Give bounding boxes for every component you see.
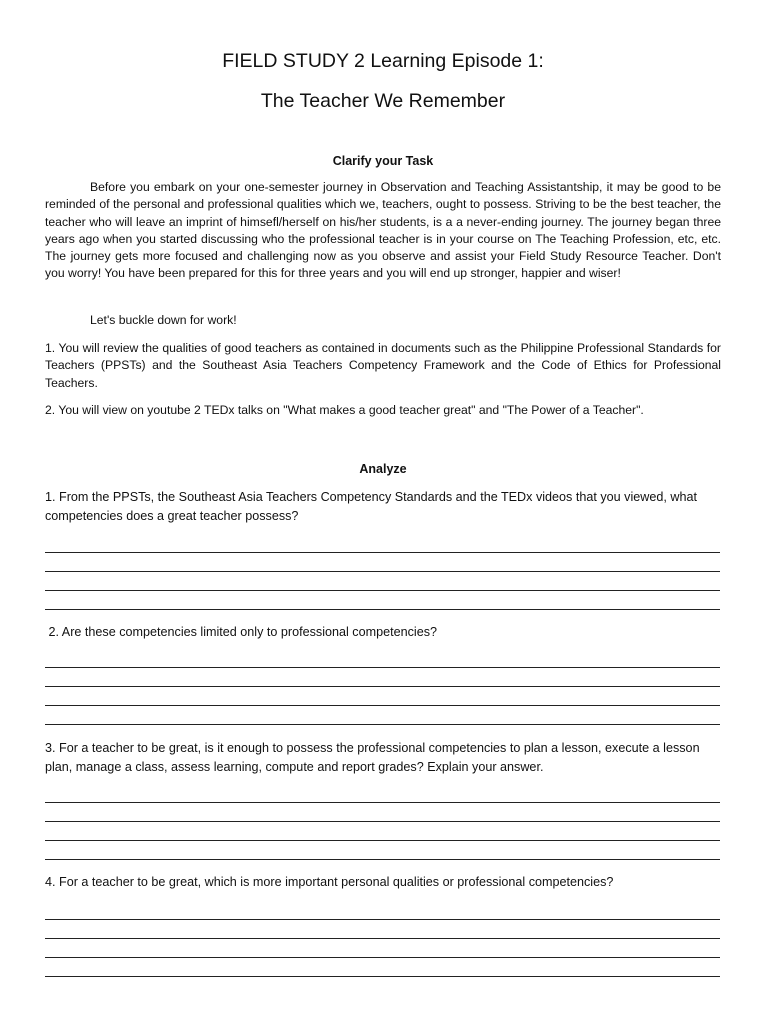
question-1: 1. From the PPSTs, the Southeast Asia Teachers Competency Standards and the TEDx videos that you viewed, what competencies does a great teacher possess? [45, 490, 697, 523]
answer-line[interactable] [45, 667, 720, 668]
answer-line[interactable] [45, 705, 720, 706]
answer-line[interactable] [45, 552, 720, 553]
answer-line[interactable] [45, 686, 720, 687]
answer-line[interactable] [45, 976, 720, 977]
answer-line[interactable] [45, 821, 720, 822]
answer-line[interactable] [45, 957, 720, 958]
question-3: 3. For a teacher to be great, is it enough to possess the professional competencies to plan a lesson, execute a lesson plan, manage a class, assess learning, compute and report grades? Explain your answer. [45, 741, 700, 774]
answer-line[interactable] [45, 938, 720, 939]
answer-line[interactable] [45, 840, 720, 841]
clarify-heading: Clarify your Task [332, 154, 434, 168]
answer-line[interactable] [45, 919, 720, 920]
answer-line[interactable] [45, 590, 720, 591]
intro-paragraph: Before you embark on your one-semester journey in Observation and Teaching Assistantship, it may be good to be reminded of the personal and professional qualities which we, teachers, ought to possess. Striving to be the best teacher, the teacher who will leave an imprint of himsefl/herself on his/her students, is a a never-ending journey. The journey began three years ago when you started discussing who the professional teacher is in your course on The Teaching Profession, etc, etc. The journey gets more focused and challenging now as you observe and assist your Field Study Resource Teacher. Don't you worry! You have been prepared for this for three years and you will end up stronger, happier and wiser! [45, 180, 721, 281]
analyze-heading: Analyze [359, 462, 407, 476]
document-subtitle: The Teacher We Remember [260, 90, 506, 112]
answer-line[interactable] [45, 609, 720, 610]
answer-line[interactable] [45, 859, 720, 860]
question-4: 4. For a teacher to be great, which is more important personal qualities or professional competencies? [45, 875, 614, 889]
task-item: 1. You will review the qualities of good teachers as contained in documents such as the Philippine Professional Standards for Teachers (PPSTs) and the Southeast Asia Teachers Competency Framework and the Code of Ethics for Professional Teachers. [45, 341, 721, 390]
answer-line[interactable] [45, 724, 720, 725]
answer-line[interactable] [45, 802, 720, 803]
answer-line[interactable] [45, 571, 720, 572]
task-item: 2. You will view on youtube 2 TEDx talks on "What makes a good teacher great" and "The Power of a Teacher". [45, 403, 644, 417]
question-2: 2. Are these competencies limited only to professional competencies? [45, 625, 438, 639]
document-title: FIELD STUDY 2 Learning Episode 1: [222, 50, 544, 72]
buckle-paragraph: Let's buckle down for work! [90, 313, 237, 327]
